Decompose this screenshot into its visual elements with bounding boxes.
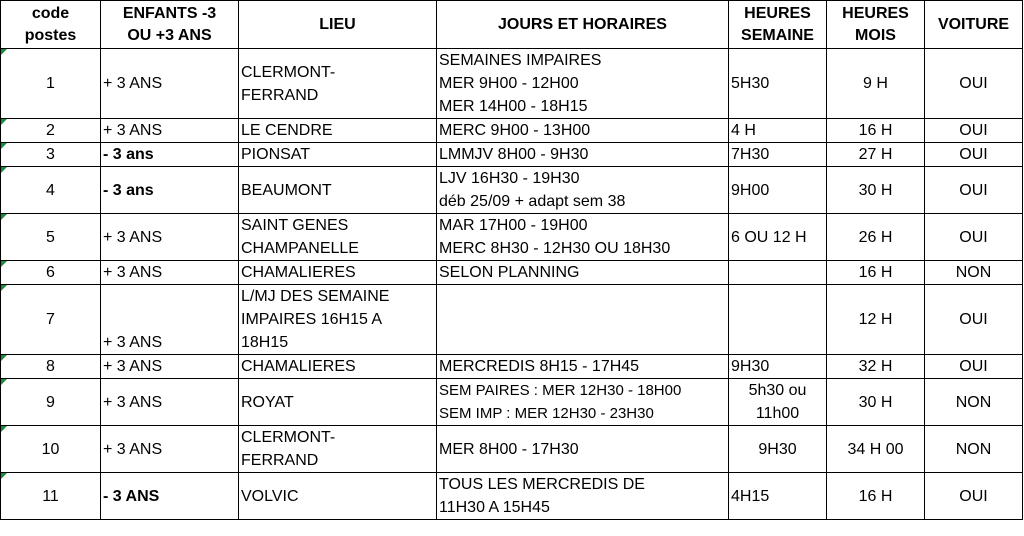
horaires-cell (437, 285, 729, 355)
heures-mois-cell: 27 H (827, 143, 925, 167)
heures-mois-cell: 30 H (827, 167, 925, 214)
code-cell: 7 (1, 285, 101, 355)
age-cell: + 3 ANS (101, 49, 239, 119)
heures-mois-cell: 16 H (827, 473, 925, 520)
age-cell: + 3 ANS (101, 119, 239, 143)
heures-mois-cell: 26 H (827, 214, 925, 261)
heures-mois-cell: 30 H (827, 379, 925, 426)
heures-semaine-cell: 9H30 (729, 426, 827, 473)
table-row (1, 143, 1023, 167)
heures-semaine-cell: 9H00 (729, 167, 827, 214)
table-row (1, 285, 1023, 355)
horaires-cell: LMMJV 8H00 - 9H30 (437, 143, 729, 167)
horaires-cell: MER 8H00 - 17H30 (437, 426, 729, 473)
horaires-cell: MERCREDIS 8H15 - 17H45 (437, 355, 729, 379)
table-row (1, 379, 1023, 426)
heures-semaine-cell: 4 H (729, 119, 827, 143)
code-cell: 4 (1, 167, 101, 214)
lieu-cell: CHAMALIERES (239, 355, 437, 379)
heures-mois-cell: 16 H (827, 119, 925, 143)
heures-semaine-cell (729, 285, 827, 355)
code-cell: 3 (1, 143, 101, 167)
voiture-cell: NON (925, 379, 1023, 426)
heures-mois-cell: 9 H (827, 49, 925, 119)
horaires-cell: TOUS LES MERCREDIS DE 11H30 A 15H45 (437, 473, 729, 520)
horaires-cell: LJV 16H30 - 19H30 déb 25/09 + adapt sem 38 (437, 167, 729, 214)
header-code: code postes (1, 1, 101, 49)
code-cell: 9 (1, 379, 101, 426)
age-cell: - 3 ANS (101, 473, 239, 520)
lieu-cell: SAINT GENES CHAMPANELLE (239, 214, 437, 261)
age-cell: - 3 ans (101, 143, 239, 167)
header-enfants: ENFANTS -3 OU +3 ANS (101, 1, 239, 49)
code-cell: 6 (1, 261, 101, 285)
heures-semaine-cell: 5H30 (729, 49, 827, 119)
heures-semaine-cell: 5h30 ou 11h00 (729, 379, 827, 426)
table-row (1, 167, 1023, 214)
voiture-cell: OUI (925, 167, 1023, 214)
table-row (1, 261, 1023, 285)
code-cell: 11 (1, 473, 101, 520)
table-row (1, 214, 1023, 261)
lieu-cell: LE CENDRE (239, 119, 437, 143)
horaires-cell: SEM PAIRES : MER 12H30 - 18H00 SEM IMP : MER 12H30 - 23H30 (437, 379, 729, 426)
horaires-cell: MAR 17H00 - 19H00 MERC 8H30 - 12H30 OU 18H30 (437, 214, 729, 261)
voiture-cell: OUI (925, 473, 1023, 520)
age-cell: + 3 ANS (101, 355, 239, 379)
lieu-cell: VOLVIC (239, 473, 437, 520)
code-cell: 8 (1, 355, 101, 379)
heures-semaine-cell (729, 261, 827, 285)
voiture-cell: OUI (925, 285, 1023, 355)
voiture-cell: OUI (925, 119, 1023, 143)
header-heures-semaine: HEURES SEMAINE (729, 1, 827, 49)
heures-semaine-cell: 4H15 (729, 473, 827, 520)
voiture-cell: OUI (925, 143, 1023, 167)
code-cell: 1 (1, 49, 101, 119)
heures-mois-cell: 32 H (827, 355, 925, 379)
voiture-cell: NON (925, 261, 1023, 285)
lieu-cell: CLERMONT- FERRAND (239, 49, 437, 119)
code-cell: 2 (1, 119, 101, 143)
age-cell: + 3 ANS (101, 426, 239, 473)
horaires-cell: SELON PLANNING (437, 261, 729, 285)
code-cell: 10 (1, 426, 101, 473)
heures-semaine-cell: 9H30 (729, 355, 827, 379)
table-row (1, 355, 1023, 379)
header-jours: JOURS ET HORAIRES (437, 1, 729, 49)
lieu-cell: BEAUMONT (239, 167, 437, 214)
voiture-cell: OUI (925, 355, 1023, 379)
voiture-cell: NON (925, 426, 1023, 473)
lieu-cell: CLERMONT- FERRAND (239, 426, 437, 473)
heures-mois-cell: 12 H (827, 285, 925, 355)
age-cell: + 3 ANS (101, 261, 239, 285)
table-row (1, 426, 1023, 473)
heures-semaine-cell: 6 OU 12 H (729, 214, 827, 261)
age-cell: + 3 ANS (101, 285, 239, 355)
heures-mois-cell: 34 H 00 (827, 426, 925, 473)
table-row (1, 49, 1023, 119)
horaires-cell: MERC 9H00 - 13H00 (437, 119, 729, 143)
table-row (1, 119, 1023, 143)
age-cell: + 3 ANS (101, 379, 239, 426)
code-cell: 5 (1, 214, 101, 261)
header-voiture: VOITURE (925, 1, 1023, 49)
lieu-cell: CHAMALIERES (239, 261, 437, 285)
age-cell: - 3 ans (101, 167, 239, 214)
lieu-cell: ROYAT (239, 379, 437, 426)
header-lieu: LIEU (239, 1, 437, 49)
heures-mois-cell: 16 H (827, 261, 925, 285)
lieu-cell: PIONSAT (239, 143, 437, 167)
header-row (1, 1, 1023, 49)
horaires-cell: SEMAINES IMPAIRES MER 9H00 - 12H00 MER 14H00 - 18H15 (437, 49, 729, 119)
table-row (1, 473, 1023, 520)
heures-semaine-cell: 7H30 (729, 143, 827, 167)
age-cell: + 3 ANS (101, 214, 239, 261)
lieu-cell: L/MJ DES SEMAINE IMPAIRES 16H15 A 18H15 (239, 285, 437, 355)
voiture-cell: OUI (925, 49, 1023, 119)
voiture-cell: OUI (925, 214, 1023, 261)
header-heures-mois: HEURES MOIS (827, 1, 925, 49)
